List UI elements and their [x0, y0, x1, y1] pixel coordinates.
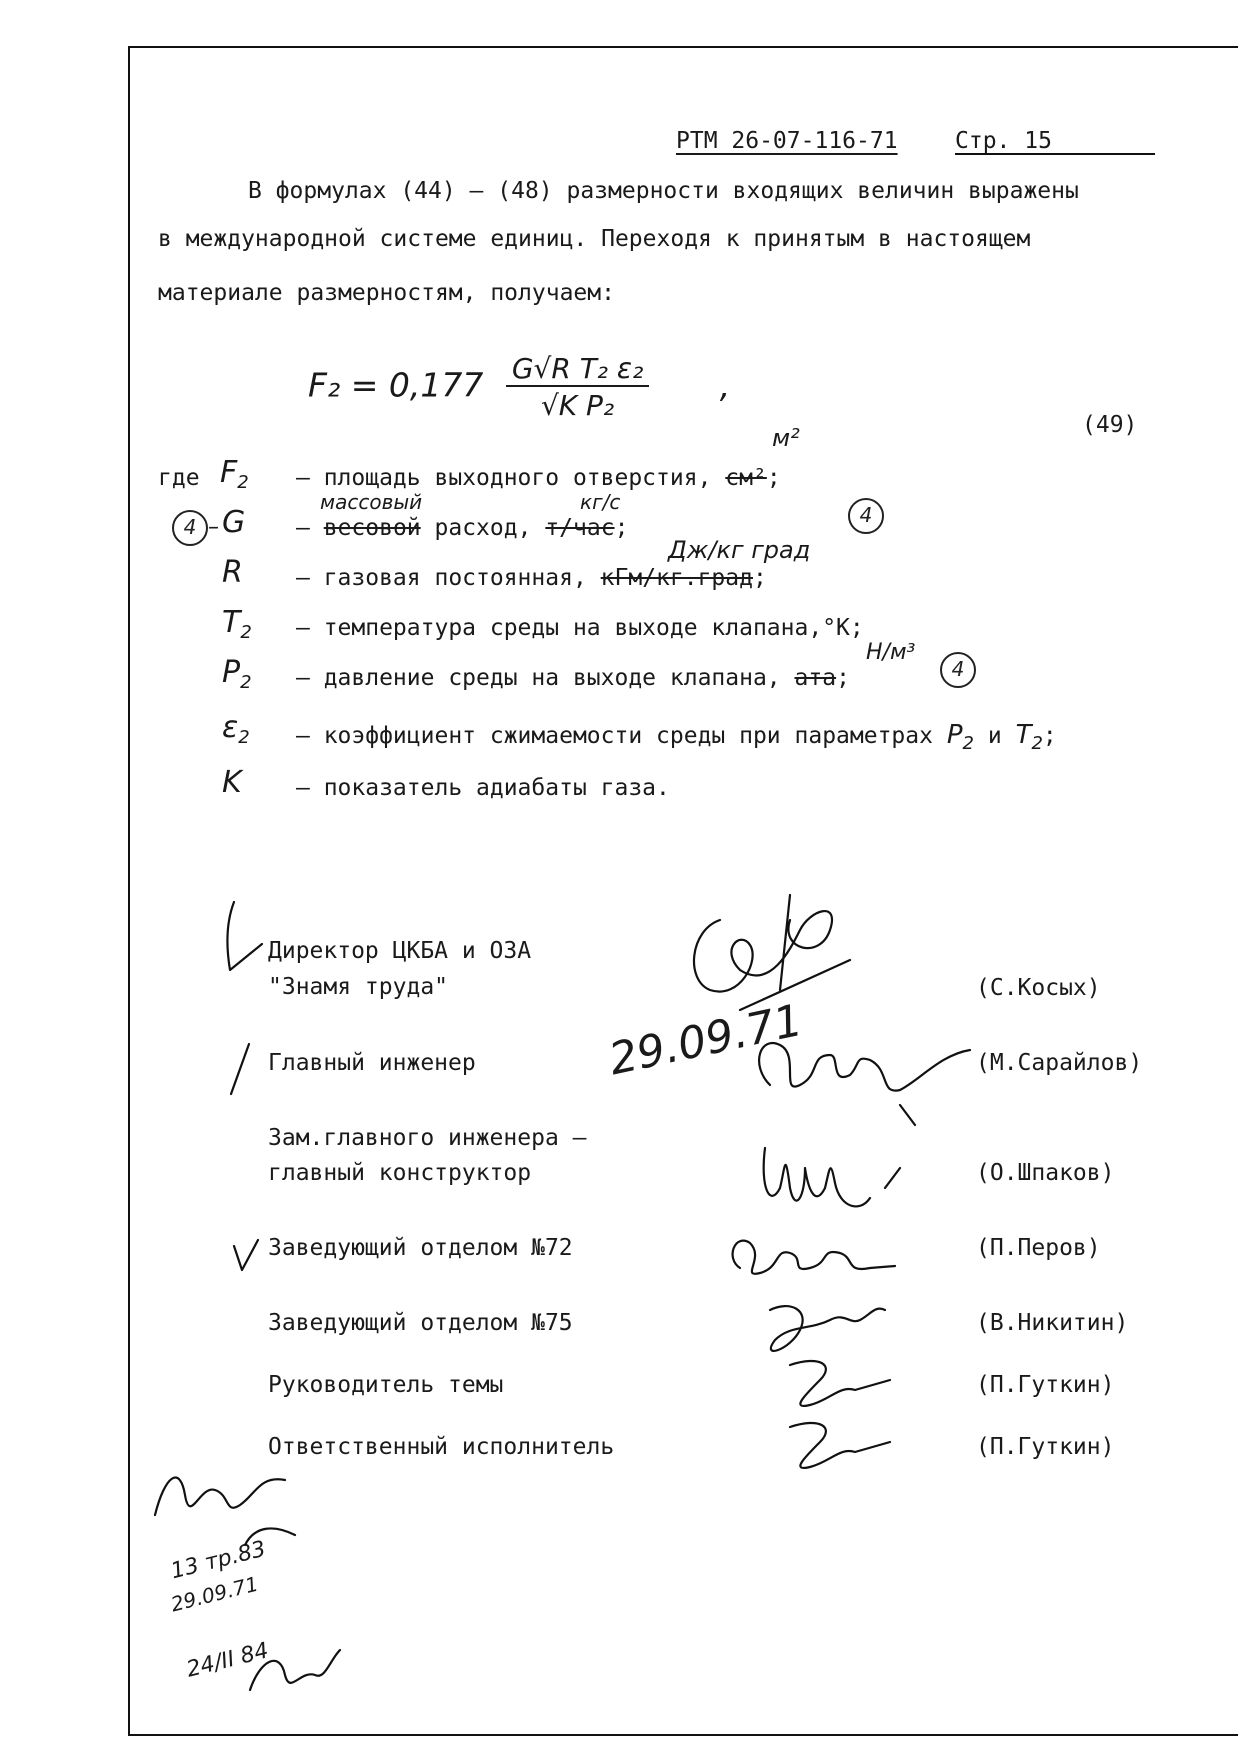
symbol-T2: $T_2$	[222, 605, 252, 643]
signatory-title-deputy-2: главный конструктор	[268, 1160, 532, 1186]
doc-code: РТМ 26-07-116-71	[676, 128, 898, 154]
definition-F2: – площадь выходного отверстия, см²;	[296, 465, 781, 491]
signature-chief-engineer	[740, 1015, 980, 1125]
signatory-name-dept72: (П.Перов)	[976, 1235, 1101, 1261]
old-unit-P2: ата	[794, 665, 837, 691]
signatory-name-director: (С.Косых)	[976, 975, 1101, 1001]
signatory-name-deputy: (О.Шпаков)	[976, 1160, 1115, 1186]
signatory-title-dept75: Заведующий отделом №75	[268, 1310, 573, 1336]
new-unit-R: Дж/кг град	[668, 536, 811, 564]
formula-49	[308, 352, 730, 422]
old-word-G: весовой	[323, 515, 421, 541]
old-unit-G: т/час	[545, 515, 615, 541]
definitions-intro: где	[158, 465, 200, 491]
margin-signature-2	[240, 1630, 350, 1710]
symbol-G: G	[222, 505, 246, 540]
formula-denominator: √K P₂	[540, 389, 615, 422]
margin-note-1: 13 тр.83	[168, 1536, 269, 1585]
symbol-F2: $F_2$	[220, 455, 249, 493]
new-word-G: массовый	[320, 490, 423, 514]
revision-mark-left: 4 –	[172, 510, 219, 546]
definition-eps2: – коэффициент сжимаемости среды при параметрах $P_2$ и $T_2$;	[296, 720, 1057, 754]
symbol-K: K	[222, 765, 242, 800]
intro-line-2: в международной системе единиц. Переходя к принятым в настоящем	[158, 226, 1031, 252]
formula-fraction	[506, 352, 649, 422]
revision-mark-P2: 4	[940, 652, 976, 688]
signatory-title-executor: Ответственный исполнитель	[268, 1434, 615, 1460]
handwritten-date: 29.09.71	[604, 994, 807, 1086]
old-unit-R: кГм/кг.град	[600, 565, 753, 591]
definition-T2: – температура среды на выходе клапана,°К;	[296, 615, 864, 641]
signatory-title-topic-lead: Руководитель темы	[268, 1372, 504, 1398]
signatory-org: "Знамя труда"	[268, 974, 449, 1000]
bracket-mark	[222, 898, 282, 978]
formula-number: (49)	[1082, 412, 1138, 438]
signatory-name-topic-lead: (П.Гуткин)	[976, 1372, 1115, 1398]
signatory-name-dept75: (В.Никитин)	[976, 1310, 1129, 1336]
revision-mark-G: 4	[848, 498, 884, 534]
definition-R: – газовая постоянная, кГм/кг.град;	[296, 565, 767, 591]
slash-mark	[225, 1040, 255, 1100]
symbol-eps2: $\varepsilon_2$	[222, 710, 250, 748]
margin-note-2: 29.09.71	[168, 1571, 261, 1617]
signature-director	[680, 890, 880, 1020]
intro-line-3: материале размерностям, получаем:	[158, 280, 615, 306]
definition-K: – показатель адиабаты газа.	[296, 775, 670, 801]
symbol-R: R	[222, 555, 243, 590]
definition-P2: – давление среды на выходе клапана, ата;	[296, 665, 850, 691]
new-unit-P2: Н/м³	[866, 640, 916, 665]
margin-note-3: 24/II 84	[184, 1638, 272, 1683]
signatory-name-chief-engineer: (М.Сарайлов)	[976, 1050, 1143, 1076]
definition-G: – весовой расход, т/час;	[296, 515, 629, 541]
intro-line-1: В формулах (44) – (48) размерности входящих величин выражены	[248, 178, 1079, 204]
signature-dept72	[720, 1228, 900, 1288]
checkmark	[232, 1238, 262, 1274]
formula-lhs: F₂ = 0,177	[308, 365, 484, 405]
signatory-title-dept72: Заведующий отделом №72	[268, 1235, 573, 1261]
signatory-title-deputy: Зам.главного инженера –	[268, 1125, 587, 1151]
signatory-title-director: Директор ЦКБА и ОЗА	[268, 938, 532, 964]
signature-executor	[780, 1412, 900, 1482]
signature-deputy	[760, 1128, 920, 1228]
margin-signature	[145, 1455, 305, 1565]
symbol-P2: $P_2$	[222, 655, 252, 693]
signature-topic-lead	[780, 1350, 900, 1420]
header-underline	[955, 153, 1155, 155]
new-unit-F2: м²	[772, 424, 800, 452]
formula-numerator: G√R T₂ ε₂	[506, 352, 649, 387]
formula-comma: ,	[719, 365, 731, 405]
signatory-title-chief-engineer: Главный инженер	[268, 1050, 476, 1076]
page-number: Стр. 15	[955, 128, 1052, 154]
signatory-name-executor: (П.Гуткин)	[976, 1434, 1115, 1460]
new-unit-G: кг/с	[580, 490, 621, 514]
old-unit-F2: см²	[725, 465, 767, 491]
